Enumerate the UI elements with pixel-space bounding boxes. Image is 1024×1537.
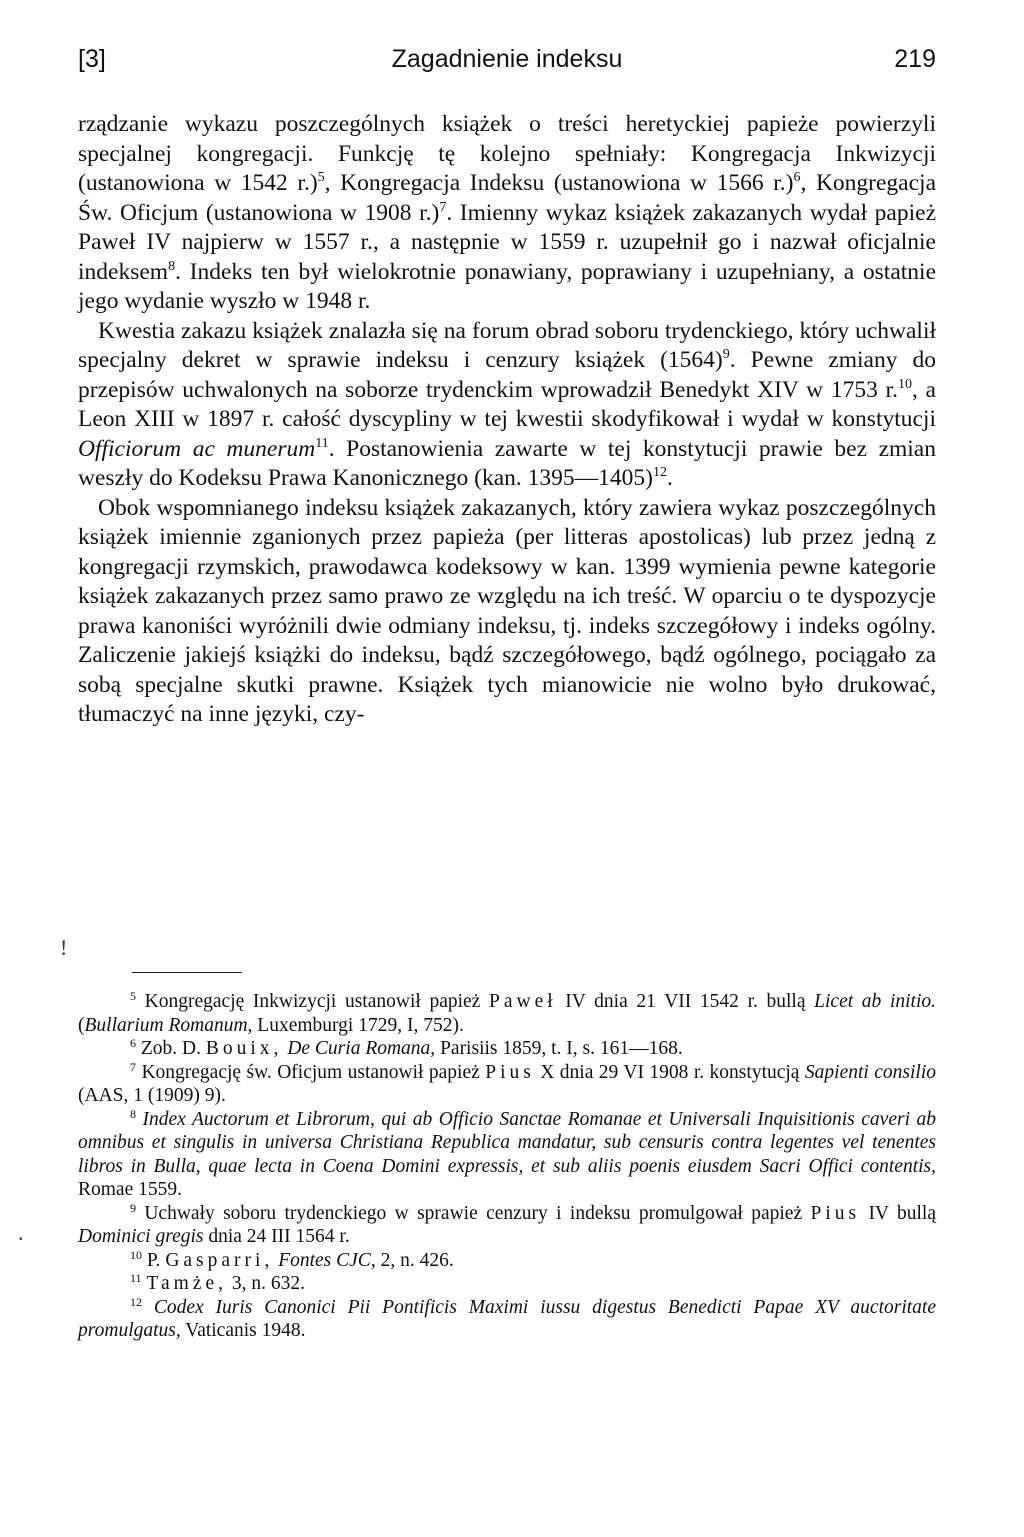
spaced-name: Gasparri,	[165, 1249, 274, 1271]
running-header	[78, 45, 936, 85]
footnote-ref[interactable]: 11	[315, 435, 329, 451]
spaced-name: Paweł	[488, 991, 557, 1012]
footnote-ref[interactable]: 10	[897, 376, 912, 392]
footnote-number: 8	[130, 1106, 136, 1121]
footnote-number: 11	[130, 1271, 142, 1285]
text-run: Zob. D.	[136, 1038, 206, 1059]
footnote-5	[78, 990, 936, 1037]
text-run: P.	[142, 1249, 166, 1271]
text-run: . Pewne zmiany do przepisów uchwalonych na soborze trydenckim wprowadził Benedykt XIV w 1753 r.	[78, 347, 936, 403]
text-run: rządzanie wykazu poszczególnych książek o treści heretyckiej papieże powierzyli specjalnej kongregacji. Funkcję tę kolejno spełniały: Kongregacja Inkwizycji (ustanowiona w 1542 r.)	[78, 111, 936, 196]
footnote-11	[78, 1272, 936, 1296]
text-run: 3, n. 632.	[227, 1273, 305, 1294]
italic-title: De Curia Romana,	[287, 1038, 436, 1059]
text-run: Obok wspomnianego indeksu książek zakazanych, który zawiera wykaz poszczególnych książek imiennie zganionych przez papieża (per litteras apostolicas) lub przez jedną z kongregacji rzymskich, prawodawca kodeksowy w kan. 1399 wymienia pewne kategorie książek zakazanych przez samo prawo ze względu na ich treść. W oparciu o te dyspozycje prawa kanoniści wyróżnili dwie odmiany indeksu, tj. indeks szczegółowy i indeks ogólny. Zaliczenie jakiejś książki do indeksu, bądź szczegółowego, bądź ogólnego, pociągało za sobą specjalne skutki prawne. Książek tych mianowicie nie wolno było drukować, tłumaczyć na inne języki, czy-	[78, 494, 936, 727]
spaced-name: Pius	[810, 1202, 861, 1224]
footnote-separator	[132, 972, 242, 973]
footnote-8	[78, 1108, 936, 1202]
italic-title: Fontes CJC,	[278, 1249, 376, 1271]
footnote-ref[interactable]: 5	[317, 170, 325, 185]
italic-title: Bullarium Romanum,	[84, 1014, 253, 1036]
italic-title: Index Auctorum et Librorum, qui ab Officio Sanctae Romanae et Universali Inquisitionis caveri ab omnibus et singulis in universa Christiana Republica mandatur, sub censuris contra legentes vel tenentes libros in Bulla, quae lecta in Coena Domini expressis, et sub aliis poenis eiusdem Sacri Offici contentis,	[78, 1108, 936, 1177]
text-run: Vaticanis 1948.	[180, 1320, 306, 1341]
text-run: , Kongregacja Indeksu (ustanowiona w 1566 r.)	[324, 170, 794, 196]
spaced-name: Pius	[485, 1061, 535, 1083]
italic-title: Codex Iuris Canonici Pii Pontificis Maximi iussu digestus Benedicti Papae XV auctoritate promulgatus,	[78, 1296, 936, 1341]
paragraph-3	[78, 494, 936, 730]
footnote-10	[78, 1249, 936, 1273]
footnote-number: 10	[130, 1247, 142, 1262]
footnotes	[78, 990, 936, 1343]
text-run: Luxemburgi 1729, I, 752).	[252, 1014, 464, 1036]
footnote-number: 12	[130, 1294, 142, 1309]
footnote-ref[interactable]: 8	[168, 258, 176, 274]
text-run: IV dnia 21 VII 1542 r. bullą	[556, 991, 815, 1012]
spaced-name: Tamże,	[146, 1273, 227, 1294]
margin-mark: !	[60, 935, 68, 960]
text-run: Uchwały soboru trydenckiego w sprawie cenzury i indeksu promulgował papież	[136, 1202, 811, 1224]
text-run: Kongregację św. Oficjum ustanowił papież	[136, 1061, 486, 1083]
text-run: IV bullą	[860, 1202, 937, 1224]
running-title: Zagadnienie indeksu	[391, 45, 623, 73]
italic-title: Officiorum ac munerum	[78, 435, 316, 462]
paragraph-1	[78, 110, 936, 317]
italic-title: Sapienti consilio	[804, 1061, 936, 1083]
text-run: Kwestia zakazu książek znalazła się na forum obrad soboru trydenckiego, który uchwalił specjalny dekret w sprawie indeksu i cenzury książek (1564)	[78, 317, 936, 373]
footnote-number: 6	[130, 1036, 136, 1050]
page-number: 219	[894, 45, 936, 73]
text-run: Romae 1559.	[78, 1179, 182, 1200]
text-run: , Kongregacja Św. Oficjum (ustanowiona w 1908 r.)	[78, 170, 937, 226]
footnote-number: 9	[130, 1200, 136, 1215]
text-run: 2, n. 426.	[375, 1249, 454, 1271]
footnote-ref[interactable]: 7	[439, 199, 447, 215]
footnote-ref[interactable]: 12	[652, 465, 667, 480]
italic-title: Licet ab initio.	[814, 991, 936, 1012]
text-run: . Imienny wykaz książek zakazanych wydał papież Paweł IV najpierw w 1557 r., a następnie w 1559 r. uzupełnił go i nazwał oficjalnie indeksem	[78, 199, 937, 285]
text-run: .	[666, 465, 673, 491]
text-run: . Indeks ten był wielokrotnie ponawiany, poprawiany i uzupełniany, a ostatnie jego wydanie wyszło w 1948 r.	[78, 258, 936, 314]
spaced-name: Bouix,	[205, 1038, 283, 1059]
text-run: , a Leon XIII w 1897 r. całość dyscypliny w tej kwestii skodyfikował i wydał w konstytucji	[78, 376, 936, 432]
main-text	[78, 110, 936, 730]
text-run: dnia 24 III 1564 r.	[203, 1226, 350, 1247]
footnote-9	[78, 1202, 936, 1249]
text-run: Kongregację Inkwizycji ustanowił papież	[136, 991, 489, 1012]
section-number: [3]	[78, 45, 106, 73]
footnote-7	[78, 1061, 936, 1108]
italic-title: Dominici gregis	[78, 1226, 204, 1247]
text-run: (	[78, 1014, 85, 1036]
footnote-ref[interactable]: 6	[793, 170, 801, 185]
text-run: . Postanowienia zawarte w tej konstytucji prawie bez zmian weszły do Kodeksu Prawa Kanonicznego (kan. 1395—1405)	[78, 435, 936, 491]
footnote-number: 5	[130, 989, 136, 1003]
footnote-number: 7	[130, 1059, 136, 1074]
text-run: Parisiis 1859, t. I, s. 161—168.	[435, 1038, 683, 1059]
footnote-ref[interactable]: 9	[722, 347, 730, 362]
footnote-12	[78, 1296, 936, 1343]
margin-dot: .	[18, 1220, 24, 1245]
paragraph-2	[78, 317, 936, 494]
text-run: X dnia 29 VI 1908 r. konstytucją	[534, 1061, 805, 1083]
text-run: (AAS, 1 (1909) 9).	[78, 1085, 226, 1106]
footnote-6	[78, 1037, 936, 1061]
